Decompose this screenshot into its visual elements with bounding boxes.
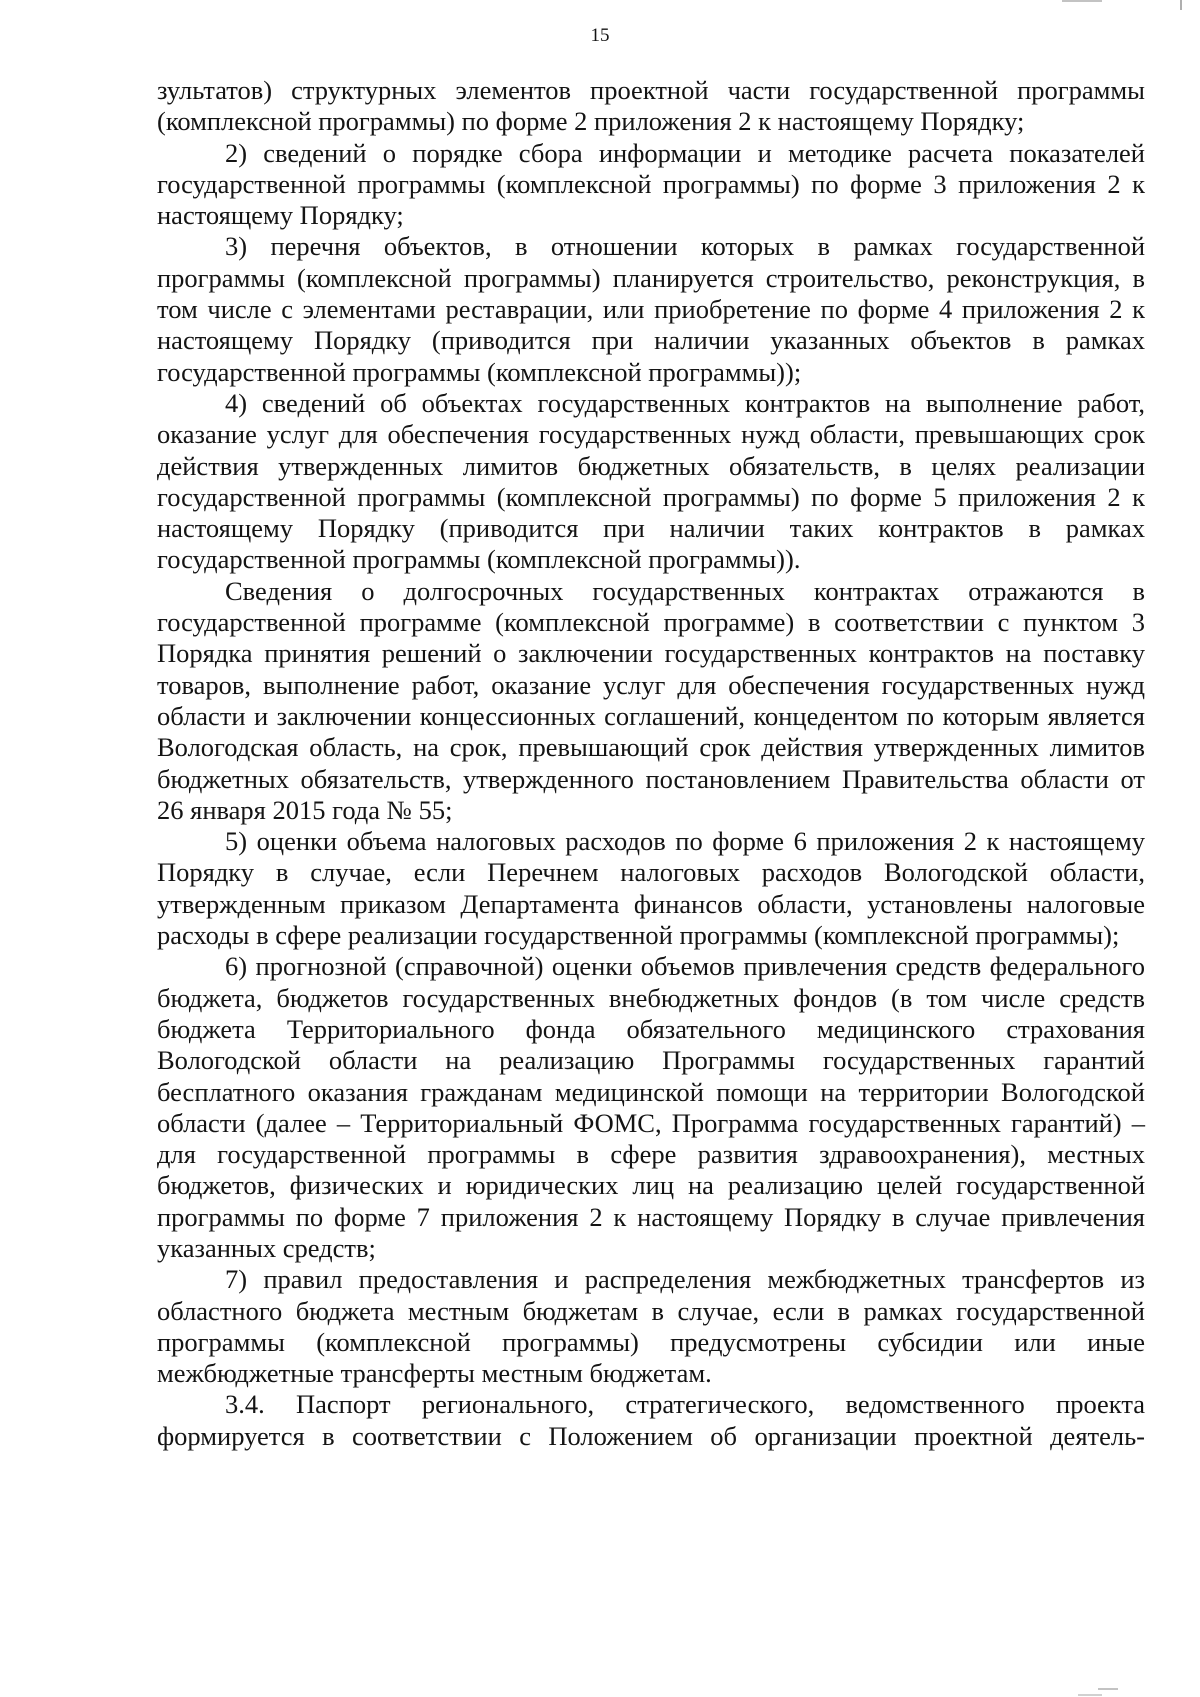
scan-mark-top-edge bbox=[1180, 0, 1182, 10]
scan-mark-top-right bbox=[1062, 0, 1102, 2]
document-body bbox=[157, 75, 1145, 1452]
paragraph-item-7: 7) правил предоставления и распределения межбюджетных трансфертов из областного бюджета местным бюджетам в случае, если в рамках государственной программы (комплексной программы) предусмотрены субсидии или иные межбюджетные трансферты местным бюджетам. bbox=[157, 1264, 1145, 1389]
paragraph-continuation: зультатов) структурных элементов проектной части государственной программы (комплексной программы) по форме 2 приложения 2 к настоящему Порядку; bbox=[157, 75, 1145, 137]
paragraph-item-5: 5) оценки объема налоговых расходов по форме 6 приложения 2 к настоящему Порядку в случае, если Перечнем налоговых расходов Вологодской области, утвержденным приказом Департамента финансов области, установлены налоговые расходы в сфере реализации государственной программы (комплексной программы); bbox=[157, 826, 1145, 951]
paragraph-item-4: 4) сведений об объектах государственных контрактов на выполнение работ, оказание услуг для обеспечения государственных нужд области, превышающих срок действия утвержденных лимитов бюджетных обязательств, в целях реализации государственной программы (комплексной программы) по форме 5 приложения 2 к настоящему Порядку (приводится при наличии таких контрактов в рамках государственной программы (комплексной программы)). bbox=[157, 387, 1145, 575]
scan-mark-bottom-right bbox=[1098, 1688, 1118, 1690]
page-number: 15 bbox=[590, 25, 610, 46]
paragraph-long-term-contracts: Сведения о долгосрочных государственных контрактах отражаются в государственной программе (комплексной программе) в соответствии с пунктом 3 Порядка принятия решений о заключении государственных контрактов на поставку товаров, выполнение работ, оказание услуг для обеспечения государственных нужд области и заключении концессионных соглашений, концедентом по которым является Вологодская область, на срок, превышающий срок действия утвержденных лимитов бюджетных обязательств, утвержденного постановлением Правительства области от 26 января 2015 года № 55; bbox=[157, 575, 1145, 825]
paragraph-section-3-4: 3.4. Паспорт регионального, стратегического, ведомственного проекта формируется в соответствии с Положением об организации проектной деятель- bbox=[157, 1389, 1145, 1451]
scan-mark-bottom-right-lower bbox=[1078, 1694, 1102, 1696]
paragraph-item-6: 6) прогнозной (справочной) оценки объемов привлечения средств федерального бюджета, бюджетов государственных внебюджетных фондов (в том числе средств бюджета Территориального фонда обязательного медицинского страхования Вологодской области на реализацию Программы государственных гарантий бесплатного оказания гражданам медицинской помощи на территории Вологодской области (далее – Территориальный ФОМС, Программа государственных гарантий) – для государственной программы в сфере развития здравоохранения), местных бюджетов, физических и юридических лиц на реализацию целей государственной программы по форме 7 приложения 2 к настоящему Порядку в случае привлечения указанных средств; bbox=[157, 951, 1145, 1263]
paragraph-item-3: 3) перечня объектов, в отношении которых в рамках государственной программы (комплексной программы) планируется строительство, реконструкция, в том числе с элементами реставрации, или приобретение по форме 4 приложения 2 к настоящему Порядку (приводится при наличии указанных объектов в рамках государственной программы (комплексной программы)); bbox=[157, 231, 1145, 387]
paragraph-item-2: 2) сведений о порядке сбора информации и методике расчета показателей государственной программы (комплексной программы) по форме 3 приложения 2 к настоящему Порядку; bbox=[157, 137, 1145, 231]
